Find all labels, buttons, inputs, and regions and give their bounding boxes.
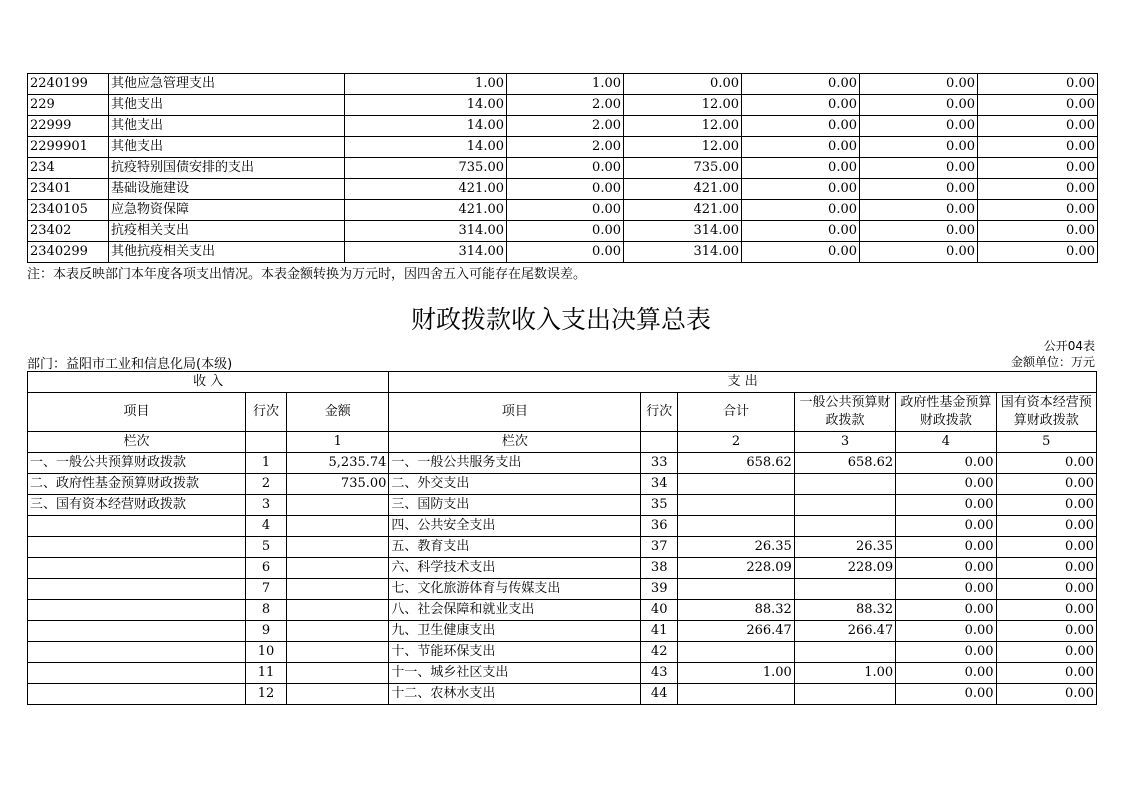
subject-code: 23401: [28, 179, 109, 200]
col-index-5: 5: [996, 432, 1096, 453]
col-index-2: 2: [678, 432, 795, 453]
expense-total: 88.32: [678, 600, 795, 621]
income-header: 收 入: [28, 372, 389, 393]
table-row: [28, 474, 1097, 495]
expense-line: 39: [641, 579, 678, 600]
state-capital-amount: 0.00: [996, 579, 1096, 600]
table-row: [28, 600, 1097, 621]
table-row: [28, 516, 1097, 537]
table-row: [28, 558, 1097, 579]
income-amount: [287, 600, 389, 621]
income-line: 3: [246, 495, 287, 516]
expense-line: 40: [641, 600, 678, 621]
subject-code: 23402: [28, 221, 109, 242]
expense-item: 六、科学技术支出: [389, 558, 641, 579]
income-amount: [287, 663, 389, 684]
expense-item: 七、文化旅游体育与传媒支出: [389, 579, 641, 600]
amount-5: 0.00: [860, 221, 978, 242]
income-item: 二、政府性基金预算财政拨款: [28, 474, 246, 495]
table-row: [28, 453, 1097, 474]
gov-fund-amount: 0.00: [896, 495, 996, 516]
income-item: [28, 621, 246, 642]
amount-2: 0.00: [507, 221, 624, 242]
table-row: [28, 621, 1097, 642]
amount-2: 1.00: [507, 74, 624, 95]
income-amount: [287, 684, 389, 705]
income-item: [28, 642, 246, 663]
amount-3: 12.00: [624, 95, 742, 116]
col-label: 栏次: [28, 432, 246, 453]
expense-item: 五、教育支出: [389, 537, 641, 558]
income-line: 10: [246, 642, 287, 663]
amount-1: 14.00: [345, 137, 507, 158]
expense-detail-table: [27, 73, 1098, 263]
subject-name: 其他支出: [109, 116, 345, 137]
table-row: [28, 74, 1098, 95]
subject-code: 2340299: [28, 242, 109, 263]
subject-code: 2340105: [28, 200, 109, 221]
expense-total: [678, 474, 795, 495]
table-row: [28, 495, 1097, 516]
table-row: [28, 663, 1097, 684]
table-row: [28, 537, 1097, 558]
subject-code: 229: [28, 95, 109, 116]
amount-1: 314.00: [345, 221, 507, 242]
income-item: [28, 537, 246, 558]
gov-fund-amount: 0.00: [896, 474, 996, 495]
amount-3: 421.00: [624, 179, 742, 200]
expense-item: 十、节能环保支出: [389, 642, 641, 663]
subject-code: 22999: [28, 116, 109, 137]
amount-1: 14.00: [345, 95, 507, 116]
income-item: [28, 600, 246, 621]
income-line: 2: [246, 474, 287, 495]
expense-line-header: 行次: [641, 393, 678, 432]
expense-total: [678, 684, 795, 705]
expense-line: 34: [641, 474, 678, 495]
expense-line: 43: [641, 663, 678, 684]
unit-label: 金额单位：万元: [1010, 355, 1095, 369]
expense-line: 38: [641, 558, 678, 579]
state-capital-amount: 0.00: [996, 558, 1096, 579]
state-capital-header: 国有资本经营预算财政拨款: [996, 393, 1096, 432]
amount-6: 0.00: [978, 116, 1098, 137]
income-line: 1: [246, 453, 287, 474]
table-row: [28, 684, 1097, 705]
amount-6: 0.00: [978, 158, 1098, 179]
subject-name: 其他应急管理支出: [109, 74, 345, 95]
state-capital-amount: 0.00: [996, 600, 1096, 621]
income-line: 7: [246, 579, 287, 600]
table-row: [28, 95, 1098, 116]
expense-header: 支 出: [389, 372, 1097, 393]
expense-line: 44: [641, 684, 678, 705]
income-amount: [287, 516, 389, 537]
expense-item: 九、卫生健康支出: [389, 621, 641, 642]
expense-total: [678, 516, 795, 537]
amount-5: 0.00: [860, 179, 978, 200]
income-line: 4: [246, 516, 287, 537]
subject-name: 抗疫特别国债安排的支出: [109, 158, 345, 179]
amount-4: 0.00: [742, 74, 860, 95]
amount-6: 0.00: [978, 74, 1098, 95]
gov-fund-amount: 0.00: [896, 516, 996, 537]
amount-2: 0.00: [507, 242, 624, 263]
state-capital-amount: 0.00: [996, 516, 1096, 537]
expense-item: 十一、城乡社区支出: [389, 663, 641, 684]
total-header: 合计: [678, 393, 795, 432]
col-index-1: 1: [287, 432, 389, 453]
amount-6: 0.00: [978, 242, 1098, 263]
gov-fund-header: 政府性基金预算财政拨款: [896, 393, 996, 432]
table-note: 注：本表反映部门本年度各项支出情况。本表金额转换为万元时，因四舍五入可能存在尾数误差。: [27, 267, 587, 282]
income-amount: [287, 621, 389, 642]
amount-1: 14.00: [345, 116, 507, 137]
amount-2: 0.00: [507, 158, 624, 179]
state-capital-amount: 0.00: [996, 663, 1096, 684]
income-line: 6: [246, 558, 287, 579]
income-amount: [287, 642, 389, 663]
expense-total: 1.00: [678, 663, 795, 684]
state-capital-amount: 0.00: [996, 642, 1096, 663]
expense-line: 42: [641, 642, 678, 663]
expense-item: 四、公共安全支出: [389, 516, 641, 537]
gov-fund-amount: 0.00: [896, 600, 996, 621]
amount-5: 0.00: [860, 116, 978, 137]
amount-1: 421.00: [345, 179, 507, 200]
gov-fund-amount: 0.00: [896, 663, 996, 684]
subject-name: 基础设施建设: [109, 179, 345, 200]
income-amount-header: 金额: [287, 393, 389, 432]
subject-code: 234: [28, 158, 109, 179]
amount-1: 421.00: [345, 200, 507, 221]
gov-fund-amount: 0.00: [896, 558, 996, 579]
gov-fund-amount: 0.00: [896, 453, 996, 474]
income-amount: 5,235.74: [287, 453, 389, 474]
amount-3: 421.00: [624, 200, 742, 221]
subject-name: 其他支出: [109, 95, 345, 116]
income-expense-table: [27, 371, 1097, 705]
state-capital-amount: 0.00: [996, 453, 1096, 474]
amount-4: 0.00: [742, 116, 860, 137]
amount-3: 314.00: [624, 221, 742, 242]
gov-fund-amount: 0.00: [896, 684, 996, 705]
expense-item: 三、国防支出: [389, 495, 641, 516]
income-item: [28, 558, 246, 579]
income-line: 9: [246, 621, 287, 642]
amount-6: 0.00: [978, 179, 1098, 200]
amount-5: 0.00: [860, 158, 978, 179]
general-budget-amount: 266.47: [794, 621, 895, 642]
income-item: 一、一般公共预算财政拨款: [28, 453, 246, 474]
income-item: 三、国有资本经营财政拨款: [28, 495, 246, 516]
income-line: 12: [246, 684, 287, 705]
header-row-1: [28, 372, 1097, 393]
gov-fund-amount: 0.00: [896, 537, 996, 558]
gov-fund-amount: 0.00: [896, 579, 996, 600]
amount-4: 0.00: [742, 200, 860, 221]
expense-total: 266.47: [678, 621, 795, 642]
general-budget-amount: [794, 495, 895, 516]
col-index-4: 4: [896, 432, 996, 453]
amount-2: 0.00: [507, 200, 624, 221]
amount-2: 2.00: [507, 95, 624, 116]
amount-3: 12.00: [624, 116, 742, 137]
state-capital-amount: 0.00: [996, 474, 1096, 495]
general-budget-amount: 658.62: [794, 453, 895, 474]
expense-item: 十二、农林水支出: [389, 684, 641, 705]
subject-name: 应急物资保障: [109, 200, 345, 221]
expense-line: 41: [641, 621, 678, 642]
income-amount: [287, 579, 389, 600]
income-amount: [287, 558, 389, 579]
expense-line: 36: [641, 516, 678, 537]
table-row: [28, 116, 1098, 137]
amount-4: 0.00: [742, 158, 860, 179]
expense-item-header: 项目: [389, 393, 641, 432]
subject-name: 其他抗疫相关支出: [109, 242, 345, 263]
general-budget-header: 一般公共预算财政拨款: [794, 393, 895, 432]
income-line: 11: [246, 663, 287, 684]
state-capital-amount: 0.00: [996, 621, 1096, 642]
general-budget-amount: 88.32: [794, 600, 895, 621]
form-number: 公开04表: [1043, 339, 1095, 353]
income-amount: 735.00: [287, 474, 389, 495]
general-budget-amount: [794, 579, 895, 600]
expense-item: 一、一般公共服务支出: [389, 453, 641, 474]
amount-1: 1.00: [345, 74, 507, 95]
income-item-header: 项目: [28, 393, 246, 432]
amount-5: 0.00: [860, 137, 978, 158]
income-amount: [287, 495, 389, 516]
table-row: [28, 221, 1098, 242]
table-row: [28, 579, 1097, 600]
amount-2: 2.00: [507, 116, 624, 137]
amount-4: 0.00: [742, 221, 860, 242]
general-budget-amount: 228.09: [794, 558, 895, 579]
income-line: 5: [246, 537, 287, 558]
subject-name: 其他支出: [109, 137, 345, 158]
income-amount: [287, 537, 389, 558]
subject-code: 2240199: [28, 74, 109, 95]
expense-line: 37: [641, 537, 678, 558]
col-label-2: 栏次: [389, 432, 641, 453]
amount-3: 314.00: [624, 242, 742, 263]
expense-total: [678, 495, 795, 516]
state-capital-amount: 0.00: [996, 684, 1096, 705]
general-budget-amount: [794, 516, 895, 537]
table-row: [28, 179, 1098, 200]
general-budget-amount: [794, 684, 895, 705]
amount-1: 735.00: [345, 158, 507, 179]
general-budget-amount: 1.00: [794, 663, 895, 684]
amount-3: 0.00: [624, 74, 742, 95]
income-item: [28, 516, 246, 537]
expense-line: 35: [641, 495, 678, 516]
expense-total: [678, 642, 795, 663]
table-row: [28, 137, 1098, 158]
amount-3: 735.00: [624, 158, 742, 179]
amount-4: 0.00: [742, 242, 860, 263]
income-item: [28, 663, 246, 684]
amount-4: 0.00: [742, 137, 860, 158]
amount-6: 0.00: [978, 200, 1098, 221]
subject-name: 抗疫相关支出: [109, 221, 345, 242]
income-item: [28, 684, 246, 705]
amount-6: 0.00: [978, 221, 1098, 242]
gov-fund-amount: 0.00: [896, 621, 996, 642]
expense-total: 228.09: [678, 558, 795, 579]
expense-item: 二、外交支出: [389, 474, 641, 495]
expense-line: 33: [641, 453, 678, 474]
amount-6: 0.00: [978, 95, 1098, 116]
expense-total: [678, 579, 795, 600]
department-label: 部门：益阳市工业和信息化局(本级): [27, 357, 233, 372]
state-capital-amount: 0.00: [996, 495, 1096, 516]
amount-4: 0.00: [742, 179, 860, 200]
table-row: [28, 242, 1098, 263]
expense-total: 26.35: [678, 537, 795, 558]
header-row-2: [28, 393, 1097, 432]
amount-5: 0.00: [860, 95, 978, 116]
column-index-row: [28, 432, 1097, 453]
expense-item: 八、社会保障和就业支出: [389, 600, 641, 621]
amount-4: 0.00: [742, 95, 860, 116]
table-row: [28, 158, 1098, 179]
amount-5: 0.00: [860, 74, 978, 95]
general-budget-amount: 26.35: [794, 537, 895, 558]
amount-5: 0.00: [860, 242, 978, 263]
amount-1: 314.00: [345, 242, 507, 263]
amount-5: 0.00: [860, 200, 978, 221]
amount-3: 12.00: [624, 137, 742, 158]
state-capital-amount: 0.00: [996, 537, 1096, 558]
income-line: 8: [246, 600, 287, 621]
amount-2: 2.00: [507, 137, 624, 158]
col-index-3: 3: [794, 432, 895, 453]
subject-code: 2299901: [28, 137, 109, 158]
general-budget-amount: [794, 642, 895, 663]
income-item: [28, 579, 246, 600]
income-line-header: 行次: [246, 393, 287, 432]
amount-2: 0.00: [507, 179, 624, 200]
expense-total: 658.62: [678, 453, 795, 474]
amount-6: 0.00: [978, 137, 1098, 158]
table-row: [28, 642, 1097, 663]
gov-fund-amount: 0.00: [896, 642, 996, 663]
page-title: 财政拨款收入支出决算总表: [410, 305, 711, 334]
general-budget-amount: [794, 474, 895, 495]
table-row: [28, 200, 1098, 221]
